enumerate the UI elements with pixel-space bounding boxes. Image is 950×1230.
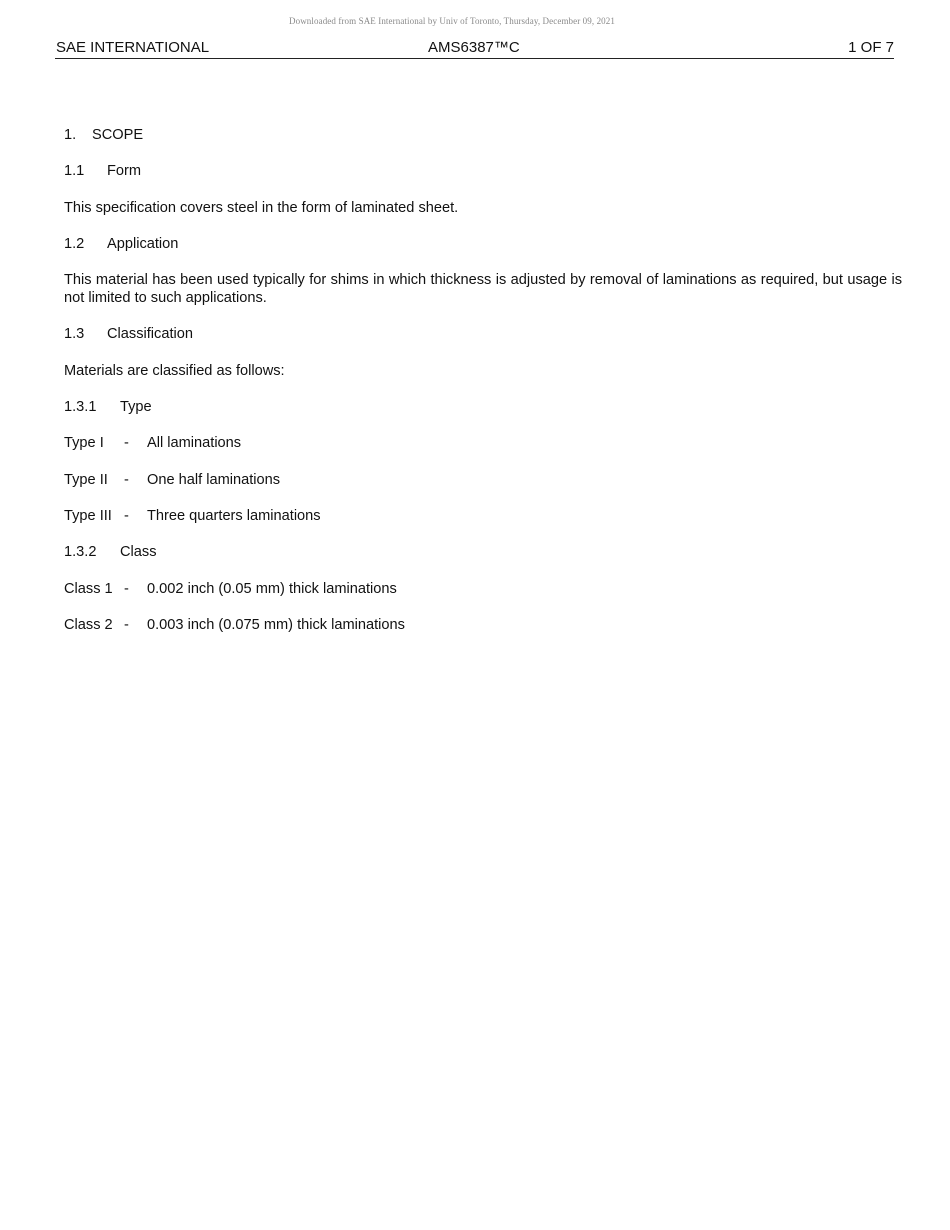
section-application-heading xyxy=(64,235,178,253)
class-item xyxy=(64,616,405,634)
section-number: 1.3.2 xyxy=(64,544,97,560)
download-watermark: Downloaded from SAE International by Univ of Toronto, Thursday, December 09, 2021 xyxy=(289,16,615,26)
class-description: 0.003 inch (0.075 mm) thick laminations xyxy=(147,617,405,633)
header-organization: SAE INTERNATIONAL xyxy=(56,39,210,56)
section-classification-heading xyxy=(64,325,193,343)
section-title: Application xyxy=(107,236,179,252)
section-number: 1.3 xyxy=(64,326,85,342)
type-label: Type II xyxy=(64,472,108,488)
header-page-number: 1 OF 7 xyxy=(848,39,894,56)
type-description: One half laminations xyxy=(147,472,281,488)
type-description: Three quarters laminations xyxy=(147,508,321,524)
class-label: Class 2 xyxy=(64,617,113,633)
type-dash: - xyxy=(124,508,129,524)
section-number: 1.3.1 xyxy=(64,399,97,415)
section-title: Type xyxy=(120,399,152,415)
classification-paragraph: Materials are classified as follows: xyxy=(64,363,285,379)
section-type-heading xyxy=(64,398,152,416)
type-item xyxy=(64,507,321,525)
type-item xyxy=(64,434,241,452)
section-form-heading xyxy=(64,162,141,180)
class-description: 0.002 inch (0.05 mm) thick laminations xyxy=(147,581,397,597)
section-number: 1.1 xyxy=(64,163,85,179)
type-dash: - xyxy=(124,435,129,451)
section-number: 1.2 xyxy=(64,236,85,252)
form-paragraph: This specification covers steel in the form of laminated sheet. xyxy=(64,200,459,216)
class-dash: - xyxy=(124,581,129,597)
section-title: Class xyxy=(120,544,157,560)
class-item xyxy=(64,580,397,598)
type-description: All laminations xyxy=(147,435,242,451)
section-number: 1. xyxy=(64,127,77,143)
header-document-id: AMS6387™C xyxy=(428,39,520,56)
application-paragraph: This material has been used typically for shims in which thickness is adjusted by removal of laminations as required, but usage is not limited to such applications. xyxy=(64,272,902,306)
section-title: Form xyxy=(107,163,142,179)
type-item xyxy=(64,471,280,489)
type-dash: - xyxy=(124,472,129,488)
type-label: Type I xyxy=(64,435,104,451)
section-title: Classification xyxy=(107,326,193,342)
class-dash: - xyxy=(124,617,129,633)
page-header xyxy=(55,38,894,59)
type-label: Type III xyxy=(64,508,112,524)
section-scope-heading xyxy=(64,126,143,144)
class-label: Class 1 xyxy=(64,581,113,597)
section-class-heading xyxy=(64,543,157,561)
section-title: SCOPE xyxy=(92,127,144,143)
